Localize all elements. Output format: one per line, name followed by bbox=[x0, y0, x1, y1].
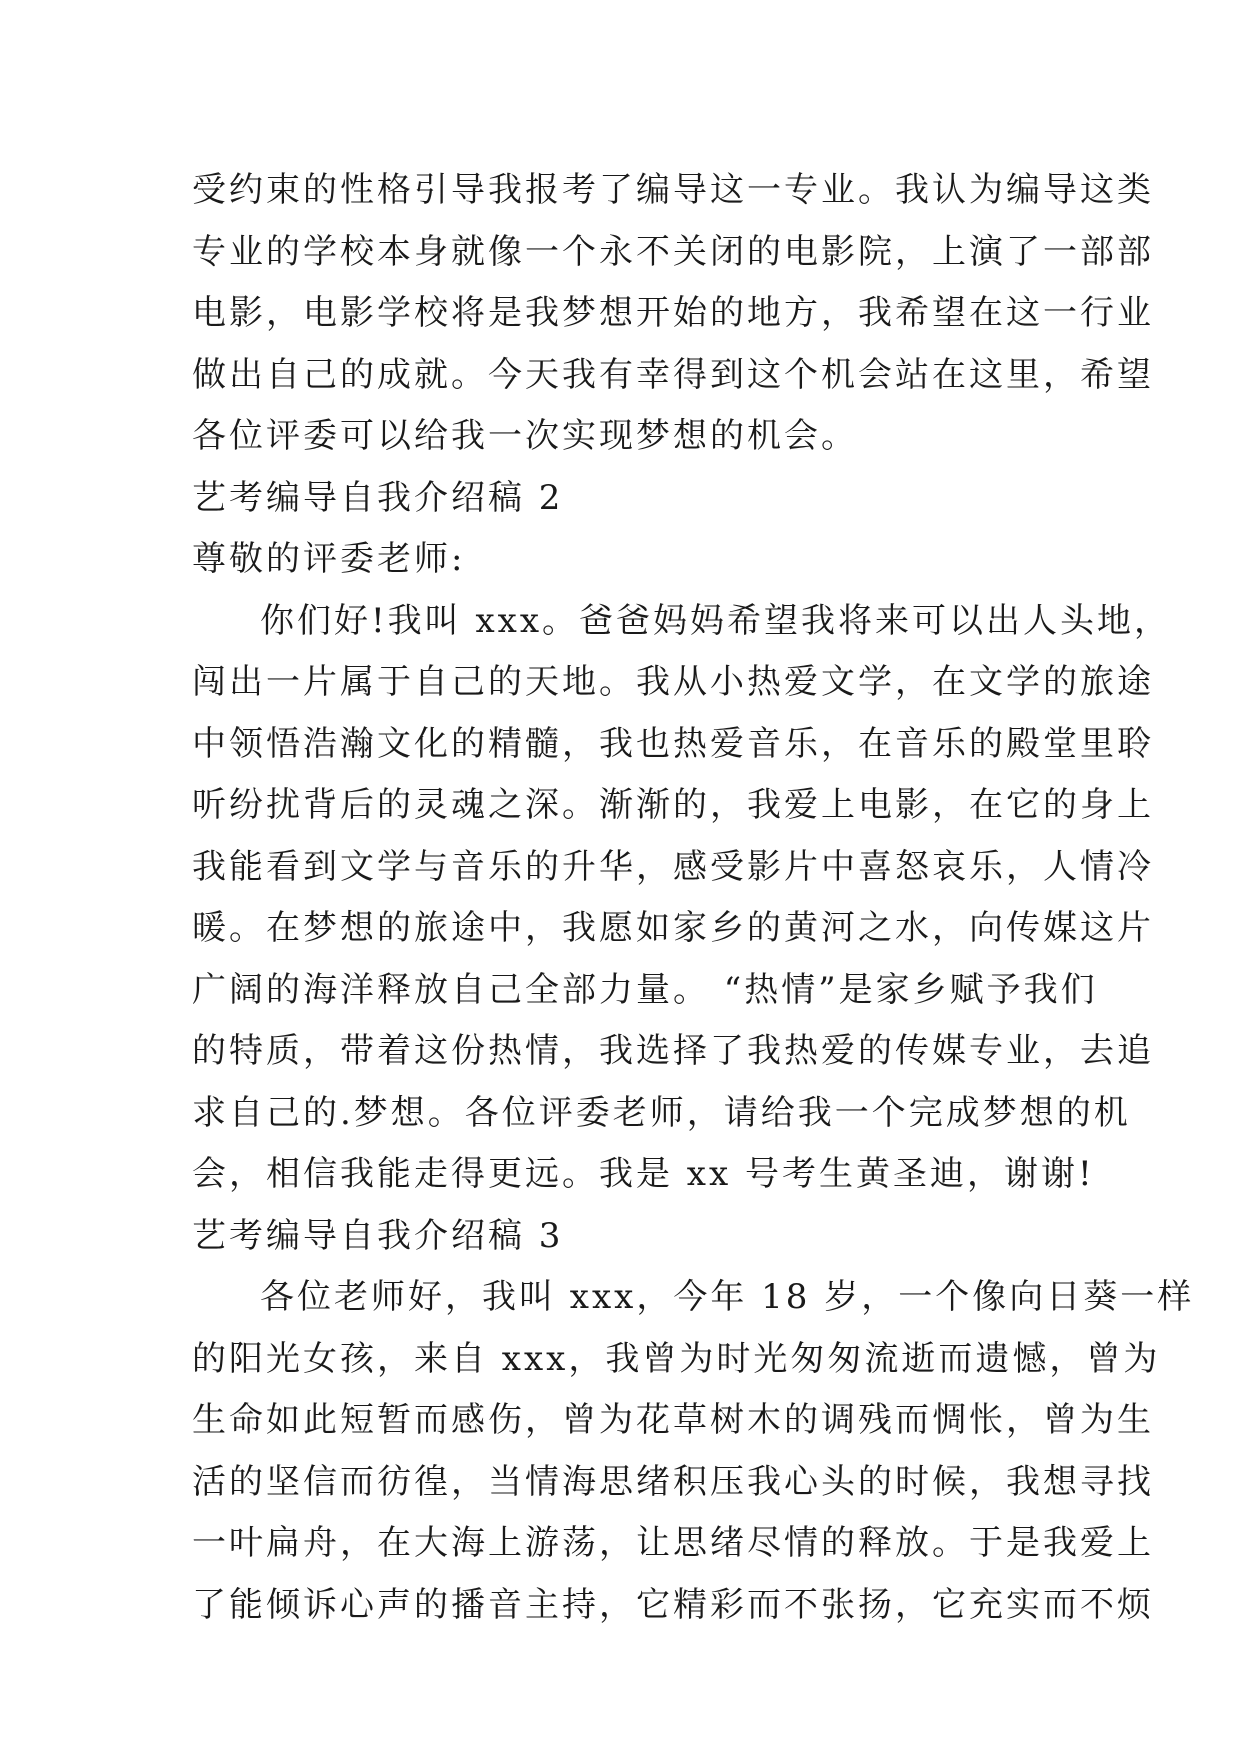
paragraph-line: 我能看到文学与音乐的升华，感受影片中喜怒哀乐，人情冷 bbox=[192, 846, 1154, 887]
paragraph-line: 受约束的性格引导我报考了编导这一专业。我认为编导这类 bbox=[192, 170, 1154, 210]
paragraph-line: 听纷扰背后的灵魂之深。渐渐的，我爱上电影，在它的身上 bbox=[192, 785, 1154, 825]
section-heading: 艺考编导自我介绍稿 2 bbox=[192, 477, 564, 518]
paragraph-line: 中领悟浩瀚文化的精髓，我也热爱音乐，在音乐的殿堂里聆 bbox=[192, 723, 1154, 764]
paragraph-line: 的阳光女孩，来自 xxx，我曾为时光匆匆流逝而遗憾，曾为 bbox=[192, 1338, 1161, 1379]
paragraph-line: 生命如此短暂而感伤，曾为花草树木的调残而惆怅，曾为生 bbox=[192, 1400, 1154, 1440]
paragraph-line: 你们好!我叫 xxx。爸爸妈妈希望我将来可以出人头地， bbox=[260, 600, 1171, 641]
document-body bbox=[192, 160, 1195, 1636]
paragraph-line: 会，相信我能走得更远。我是 xx 号考生黄圣迪，谢谢! bbox=[192, 1154, 1095, 1194]
paragraph-line: 求自己的.梦想。各位评委老师，请给我一个完成梦想的机 bbox=[192, 1092, 1131, 1133]
paragraph-line: 的特质，带着这份热情，我选择了我热爱的传媒专业，去追 bbox=[192, 1031, 1154, 1071]
paragraph-line: 电影，电影学校将是我梦想开始的地方，我希望在这一行业 bbox=[192, 293, 1154, 333]
section-heading: 艺考编导自我介绍稿 3 bbox=[192, 1215, 564, 1256]
paragraph-line: 做出自己的成就。今天我有幸得到这个机会站在这里，希望 bbox=[192, 354, 1154, 395]
paragraph-line: 广阔的海洋释放自己全部力量。 “热情”是家乡赋予我们 bbox=[192, 969, 1098, 1010]
paragraph-line: 各位老师好，我叫 xxx，今年 18 岁，一个像向日葵一样 bbox=[260, 1277, 1195, 1317]
paragraph-line: 各位评委可以给我一次实现梦想的机会。 bbox=[192, 416, 858, 456]
paragraph-line: 专业的学校本身就像一个永不关闭的电影院，上演了一部部 bbox=[192, 231, 1154, 272]
paragraph-line: 暖。在梦想的旅途中，我愿如家乡的黄河之水，向传媒这片 bbox=[192, 908, 1154, 948]
paragraph-line: 闯出一片属于自己的天地。我从小热爱文学，在文学的旅途 bbox=[192, 662, 1154, 702]
paragraph-line: 活的坚信而彷徨，当情海思绪积压我心头的时候，我想寻找 bbox=[192, 1461, 1154, 1502]
salutation: 尊敬的评委老师: bbox=[192, 539, 466, 579]
paragraph-line: 了能倾诉心声的播音主持，它精彩而不张扬，它充实而不烦 bbox=[192, 1584, 1154, 1625]
paragraph-line: 一叶扁舟，在大海上游荡，让思绪尽情的释放。于是我爱上 bbox=[192, 1523, 1154, 1563]
